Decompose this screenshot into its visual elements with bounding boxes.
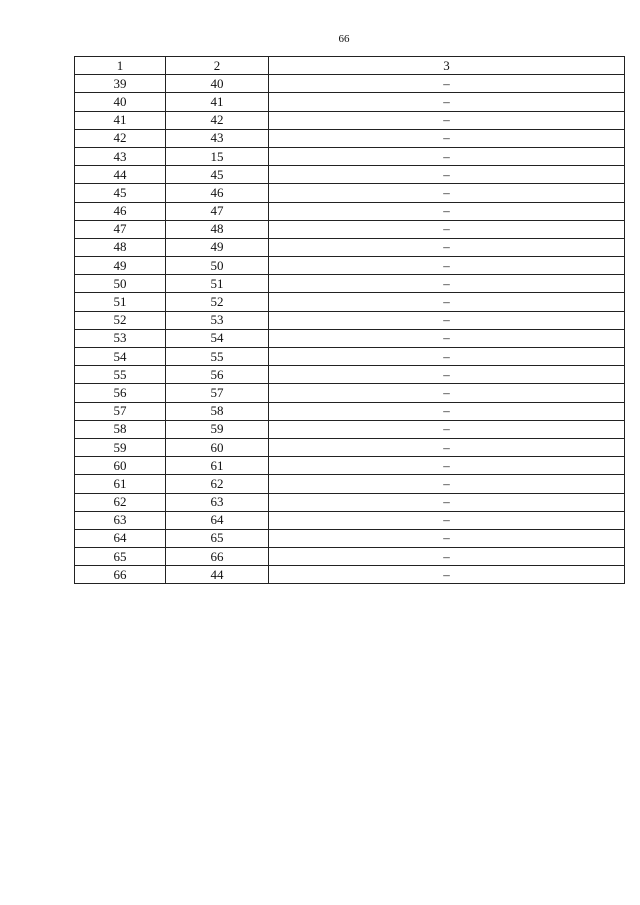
table-cell-col-3: – [269,529,625,547]
table-cell-col-2: 57 [166,384,269,402]
table-cell-col-2: 63 [166,493,269,511]
table-cell-col-2: 54 [166,329,269,347]
table-cell-col-1: 58 [75,420,166,438]
table-cell-col-1: 59 [75,438,166,456]
table-cell-col-2: 43 [166,129,269,147]
table-cell-col-3: – [269,457,625,475]
table-row [75,384,625,402]
table-cell-col-2: 47 [166,202,269,220]
table-cell-col-3: – [269,238,625,256]
table-cell-col-1: 64 [75,529,166,547]
table-cell-col-2: 49 [166,238,269,256]
table-cell-col-1: 65 [75,548,166,566]
table-cell-col-3: – [269,311,625,329]
table-cell-col-1: 50 [75,275,166,293]
table-cell-col-3: – [269,111,625,129]
table-cell-col-2: 61 [166,457,269,475]
table-row [75,275,625,293]
table-cell-col-1: 48 [75,238,166,256]
table-cell-col-2: 46 [166,184,269,202]
table-cell-col-1: 44 [75,166,166,184]
data-table [74,56,625,584]
table-row [75,220,625,238]
table-row [75,420,625,438]
table-cell-col-2: 51 [166,275,269,293]
table-cell-col-3: – [269,93,625,111]
table-cell-col-1: 51 [75,293,166,311]
table-cell-col-1: 54 [75,348,166,366]
table-cell-col-1: 41 [75,111,166,129]
table-cell-col-3: – [269,402,625,420]
table-cell-col-2: 66 [166,548,269,566]
table-cell-col-3: – [269,257,625,275]
table-cell-col-3: – [269,511,625,529]
table-cell-col-1: 49 [75,257,166,275]
table-cell-col-1: 66 [75,566,166,584]
table-cell-col-2: 58 [166,402,269,420]
table-cell-col-3: – [269,147,625,165]
table-cell-col-3: – [269,493,625,511]
table-row [75,548,625,566]
table-row [75,257,625,275]
table-row [75,111,625,129]
table-cell-col-2: 56 [166,366,269,384]
table-cell-col-2: 44 [166,566,269,584]
table-cell-col-2: 45 [166,166,269,184]
table-cell-col-1: 40 [75,93,166,111]
table-row [75,457,625,475]
table-row [75,238,625,256]
table-cell-col-2: 65 [166,529,269,547]
table-cell-col-1: 47 [75,220,166,238]
table-cell-col-2: 50 [166,257,269,275]
table-cell-col-2: 41 [166,93,269,111]
table-cell-col-1: 39 [75,75,166,93]
table-cell-col-3: – [269,293,625,311]
table-row [75,366,625,384]
table-row [75,475,625,493]
table-cell-col-3: – [269,75,625,93]
table-cell-col-3: – [269,184,625,202]
table-cell-col-1: 46 [75,202,166,220]
table-cell-col-2: 40 [166,75,269,93]
page-number: 66 [338,33,350,45]
table-row [75,129,625,147]
table-cell-col-1: 61 [75,475,166,493]
table-row [75,511,625,529]
table-row [75,293,625,311]
table-cell-col-2: 15 [166,147,269,165]
table-cell-col-1: 62 [75,493,166,511]
table-row [75,348,625,366]
table-cell-col-1: 42 [75,129,166,147]
table-cell-col-3: – [269,329,625,347]
table-cell-col-2: 55 [166,348,269,366]
table-cell-col-2: 60 [166,438,269,456]
table-row [75,184,625,202]
table-row [75,166,625,184]
table-cell-col-1: 52 [75,311,166,329]
table-cell-col-2: 53 [166,311,269,329]
table-cell-col-2: 64 [166,511,269,529]
table-row [75,566,625,584]
table-row [75,529,625,547]
table-cell-col-2: 48 [166,220,269,238]
table-cell-col-3: – [269,548,625,566]
table-row [75,202,625,220]
table-row [75,329,625,347]
table-cell-col-2: 42 [166,111,269,129]
table-cell-col-3: – [269,420,625,438]
table-cell-col-2: 59 [166,420,269,438]
table-cell-col-3: – [269,202,625,220]
table-cell-col-2: 52 [166,293,269,311]
table-cell-col-2: 62 [166,475,269,493]
table-cell-col-1: 56 [75,384,166,402]
table-body [75,75,625,584]
column-header-2: 2 [166,57,269,75]
table-row [75,147,625,165]
table-cell-col-3: – [269,348,625,366]
table-row [75,493,625,511]
table-cell-col-1: 45 [75,184,166,202]
table-cell-col-1: 63 [75,511,166,529]
table-cell-col-3: – [269,475,625,493]
table-row [75,402,625,420]
table-row [75,93,625,111]
table-row [75,311,625,329]
table-cell-col-3: – [269,129,625,147]
table-cell-col-3: – [269,366,625,384]
column-header-1: 1 [75,57,166,75]
table-cell-col-1: 53 [75,329,166,347]
table-cell-col-1: 57 [75,402,166,420]
table-cell-col-3: – [269,438,625,456]
table-cell-col-1: 60 [75,457,166,475]
table-header-row [75,57,625,75]
table-cell-col-1: 43 [75,147,166,165]
table-row [75,75,625,93]
table-cell-col-1: 55 [75,366,166,384]
table-cell-col-3: – [269,384,625,402]
table-row [75,438,625,456]
table-cell-col-3: – [269,166,625,184]
table-cell-col-3: – [269,566,625,584]
table-cell-col-3: – [269,220,625,238]
column-header-3: 3 [269,57,625,75]
table-cell-col-3: – [269,275,625,293]
